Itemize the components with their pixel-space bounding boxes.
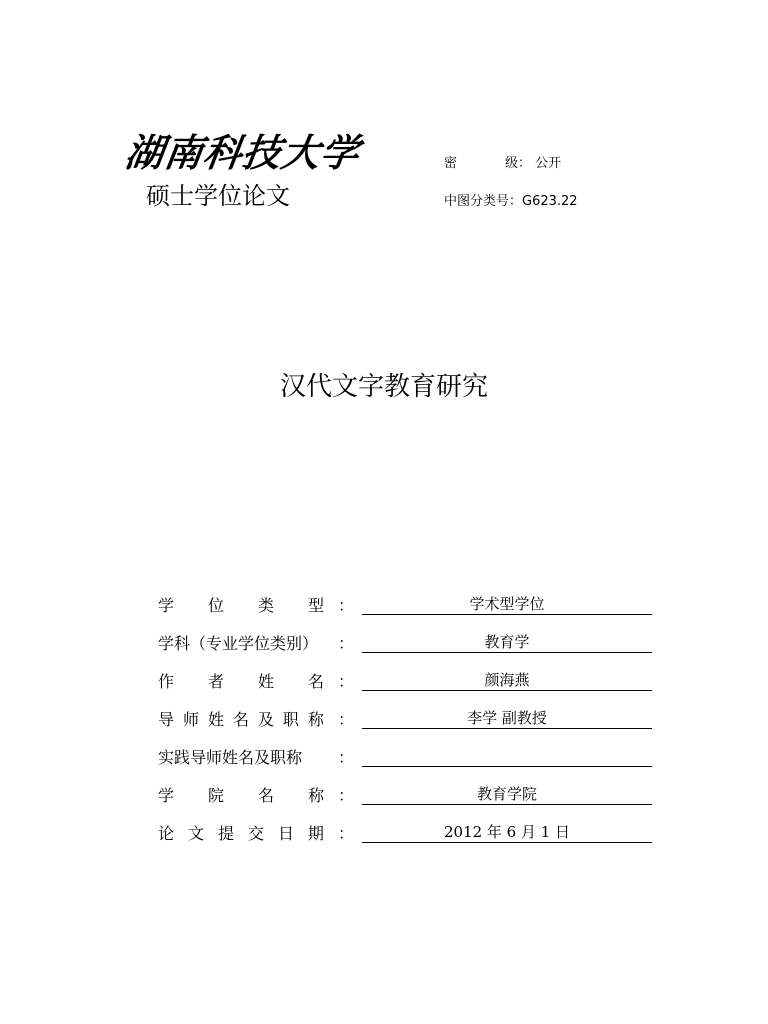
info-label [158,708,324,732]
info-label-char: 者 [207,672,224,691]
info-label: 实践导师姓名及职称 [158,748,303,767]
info-value: 李学 副教授 [362,708,652,729]
classification-number [444,190,578,209]
info-label-char: 论 [158,824,175,843]
info-colon: ： [338,710,355,729]
info-label-char: 及 [257,710,274,729]
info-value [362,746,652,767]
info-label-char: 期 [307,824,324,843]
info-row [158,632,652,656]
info-label-char: 姓 [207,710,224,729]
info-label-char: 导 [158,710,175,729]
info-row [158,746,652,770]
university-logo: 湖南科技大学 [122,130,363,175]
classification-value: G623.22 [522,194,578,209]
info-value: 学术型学位 [362,594,652,615]
info-label-char: 作 [158,672,175,691]
info-value: 教育学院 [362,784,652,805]
info-label-char: 称 [307,710,324,729]
info-colon: ： [338,824,355,843]
info-label-char: 职 [282,710,299,729]
info-label-char: 名 [307,672,324,691]
info-colon: ： [338,672,355,691]
secrecy-value: 公开 [535,156,562,171]
info-label-char: 师 [182,710,199,729]
info-label-char: 称 [307,786,324,805]
info-label-char: 交 [247,824,264,843]
info-row [158,670,652,694]
info-label-char: 文 [187,824,204,843]
info-label-char: 位 [207,596,224,615]
info-colon: ： [338,748,355,767]
info-label-char: 类 [257,596,274,615]
info-row [158,708,652,732]
degree-type-heading: 硕士学位论文 [146,182,290,210]
info-colon: ： [338,596,355,615]
info-label-char: 日 [277,824,294,843]
info-value: 颜海燕 [362,670,652,691]
info-label: 学科（专业学位类别） [158,634,319,653]
info-label-char: 名 [232,710,249,729]
secrecy-label-b: 级： [505,156,532,171]
thesis-title: 汉代文字教育研究 [279,372,488,402]
secrecy-level [444,152,561,171]
info-row [158,822,652,846]
info-label [158,594,324,618]
info-label-char: 院 [207,786,224,805]
info-label-char: 姓 [257,672,274,691]
info-label-char: 提 [217,824,234,843]
info-row [158,784,652,808]
info-colon: ： [338,634,355,653]
info-label-char: 型 [307,596,324,615]
info-value: 2012 年 6 月 1 日 [362,822,652,843]
info-label-char: 名 [257,786,274,805]
info-label-char: 学 [158,596,175,615]
info-label-char: 学 [158,786,175,805]
classification-label: 中图分类号： [444,194,523,209]
info-value: 教育学 [362,632,652,653]
info-row [158,594,652,618]
info-label [158,784,324,808]
info-label [158,822,324,846]
secrecy-label-a: 密 [444,156,458,171]
info-colon: ： [338,786,355,805]
info-label [158,670,324,694]
